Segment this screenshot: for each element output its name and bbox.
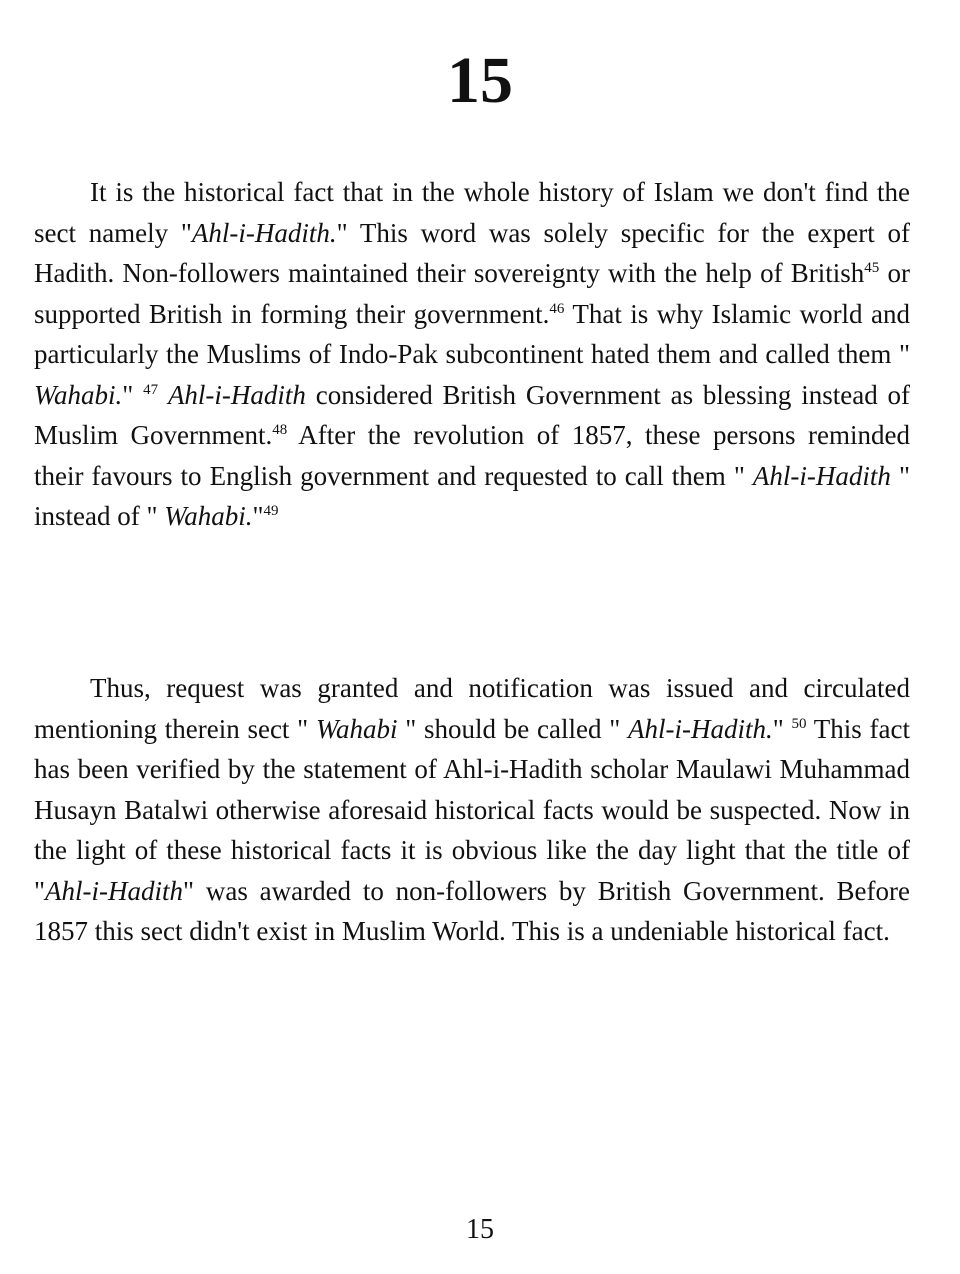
italic-term: Wahabi.	[34, 379, 123, 410]
chapter-number: 15	[447, 44, 513, 117]
text-segment: " was awarded to non-followers by British Government. Before 1857 this sect didn't exist in Muslim World. This is a undeniable historical fact.	[34, 875, 910, 946]
footnote-ref-45: 45	[864, 260, 880, 276]
text-segment	[158, 380, 168, 410]
paragraph-1	[34, 172, 910, 537]
italic-term: Ahl-i-Hadith	[167, 379, 306, 410]
italic-term: Ahl-i-Hadith.	[191, 217, 337, 248]
text-segment: "	[252, 501, 264, 531]
italic-term: Wahabi	[315, 713, 398, 744]
italic-term: Ahl-i-Hadith.	[628, 713, 773, 744]
text-segment: considered British Government as blessing instead of Muslim Government.	[34, 379, 911, 450]
footnote-ref-48: 48	[272, 422, 288, 438]
footnote-ref-49: 49	[263, 503, 279, 519]
footnote-ref-47: 47	[143, 381, 159, 398]
text-segment: Thus, request was granted and notification was issued and circulated mentioning therein sect "	[34, 673, 910, 744]
page-number: 15	[466, 1214, 494, 1245]
paragraph-2	[34, 668, 910, 952]
text-segment: "	[122, 379, 144, 410]
text-segment: or supported British in forming their government.	[34, 258, 910, 329]
italic-term: Wahabi.	[164, 501, 253, 531]
text-segment: " instead of "	[34, 460, 910, 531]
italic-term: Ahl-i-Hadith	[45, 875, 184, 906]
text-segment: That is why Islamic world and particularly the Muslims of Indo-Pak subcontinent hated them and called them "	[34, 298, 910, 369]
text-segment: After the revolution of 1857, these persons reminded their favours to English government and requested to call them "	[34, 420, 910, 491]
text-segment: It is the historical fact that in the whole history of Islam we don't find the sect namely "	[34, 177, 910, 248]
italic-term: Ahl-i-Hadith	[752, 460, 891, 491]
footnote-ref-50: 50	[791, 715, 807, 732]
text-segment: This fact has been verified by the statement of Ahl-i-Hadith scholar Maulawi Muhammad Husayn Batalwi otherwise aforesaid historical facts would be suspected. Now in the light of these historical facts it is obvious like the day light that the title of "	[34, 713, 910, 906]
footnote-ref-46: 46	[549, 300, 565, 317]
text-segment: "	[772, 713, 792, 744]
text-segment: " This word was solely specific for the expert of Hadith. Non-followers maintained their sovereignty with the help of British	[34, 217, 910, 288]
text-segment: " should be called "	[397, 713, 628, 744]
